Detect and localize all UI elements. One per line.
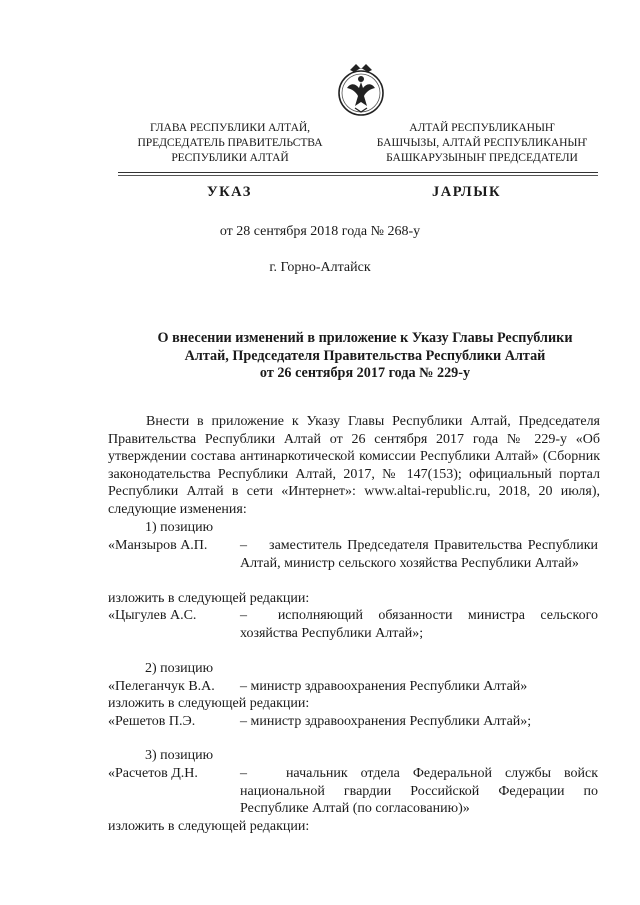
header-right-line: БАШКАРУЗЫНЫҤ ПРЕДСЕДАТЕЛИ [386,151,578,164]
doc-type-left: УКАЗ [207,184,252,200]
item1-new-name: «Цыгулев А.С. [108,608,197,623]
header-left-line: РЕСПУБЛИКИ АЛТАЙ [171,151,289,164]
item3-old-role-text: начальник отдела Федеральной службы войск национальной гвардии Российской Федерации по Республике Алтай (по согласованию)» [240,766,598,817]
header-left-block [112,120,348,165]
header-divider [118,172,598,173]
item1-old-name: «Манзыров А.П. [108,538,208,553]
item2-replace-label: изложить в следующей редакции: [108,696,310,711]
header-right-block [358,120,606,165]
item1-new-role [240,607,598,642]
republic-of-altai-coat-of-arms-icon [337,62,385,124]
item1-new-dash: – [240,608,247,623]
intro-paragraph-text: Внести в приложение к Указу Главы Республики Алтай, Председателя Правительства Республики Алтай от 26 сентября 2017 года № 229-у «Об утверждении состава антинаркотической комиссии Республики Алтай» (Сборник законодательства Республики Алтай, 2017, № 147(153); официальный портал Республики Алтай в сети «Интернет»: www.altai-republic.ru, 2018, 20 июля), следующие изменения: [108,414,600,517]
item3-old-dash: – [240,766,247,781]
item2-new-name: «Решетов П.Э. [108,714,196,729]
item3-old-name: «Расчетов Д.Н. [108,766,198,781]
item2-old-name: «Пелеганчук В.А. [108,679,215,694]
header-right-line: АЛТАЙ РЕСПУБЛИКАНЫҤ [409,121,555,134]
doc-type-right: JАРЛЫК [432,184,501,200]
document-date: от 28 сентября 2018 года № 268-у [219,224,421,239]
title-line: от 26 сентября 2017 года № 229-у [259,365,471,381]
item1-replace-label: изложить в следующей редакции: [108,591,310,606]
item2-label: 2) позицию [145,661,214,676]
item1-label: 1) позицию [145,520,214,535]
item1-old-dash: – [240,538,247,553]
header-left-line: ГЛАВА РЕСПУБЛИКИ АЛТАЙ, [150,121,310,134]
document-city: г. Горно-Алтайск [269,260,371,275]
header-left-line: ПРЕДСЕДАТЕЛЬ ПРАВИТЕЛЬСТВА [137,136,323,149]
item1-new-role-text: исполняющий обязанности министра сельского хозяйства Республики Алтай»; [240,608,599,641]
intro-paragraph [108,413,600,519]
item2-new-role: – министр здравоохранения Республики Алтай»; [240,714,532,729]
coat-of-arms-emblem [337,62,385,124]
item1-old-role [240,537,598,572]
title-line: О внесении изменений в приложение к Указу Главы Республики [157,330,573,346]
item2-old-role: – министр здравоохранения Республики Алтай» [240,679,528,694]
item3-replace-label: изложить в следующей редакции: [108,819,310,834]
title-line: Алтай, Председателя Правительства Республики Алтай [184,347,546,364]
header-right-line: БАШЧЫЗЫ, АЛТАЙ РЕСПУБЛИКАНЫҤ [376,136,588,149]
header-divider-secondary [118,175,598,176]
document-title [118,330,612,383]
item3-old-role [240,765,598,818]
item1-old-role-text: заместитель Председателя Правительства Республики Алтай, министр сельского хозяйства Республики Алтай» [240,538,599,571]
item3-label: 3) позицию [145,748,214,763]
